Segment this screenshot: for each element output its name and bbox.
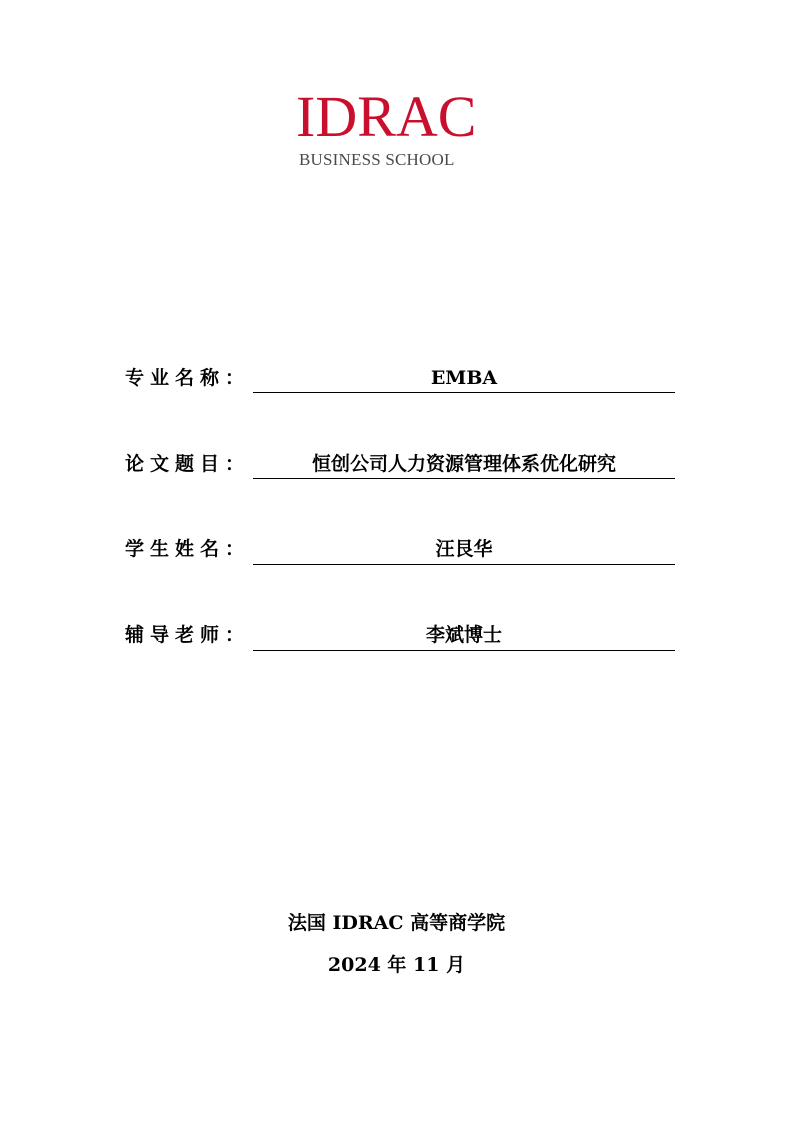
field-advisor-value: 李斌博士 — [425, 624, 502, 646]
field-advisor-underline — [253, 650, 675, 651]
field-thesis-title-value: 恒创公司人力资源管理体系优化研究 — [311, 453, 616, 475]
field-major-label: 专业名称： — [125, 367, 251, 389]
field-thesis-title-label: 论文题目： — [125, 453, 251, 475]
field-thesis-title-underline — [253, 478, 675, 479]
field-major-underline — [253, 392, 675, 393]
logo-wordmark: IDRAC — [296, 84, 477, 149]
field-advisor-label: 辅导老师： — [125, 624, 251, 646]
idrac-logo — [296, 84, 492, 174]
footer-date: 2024 年 11 月 — [327, 954, 466, 976]
field-student-name-underline — [253, 564, 675, 565]
field-student-name-label: 学生姓名： — [125, 538, 251, 560]
footer-institution: 法国 IDRAC 高等商学院 — [287, 912, 506, 934]
field-major-value: EMBA — [430, 367, 498, 389]
logo-tagline: BUSINESS SCHOOL — [299, 150, 455, 169]
field-student-name-value: 汪艮华 — [435, 538, 493, 560]
